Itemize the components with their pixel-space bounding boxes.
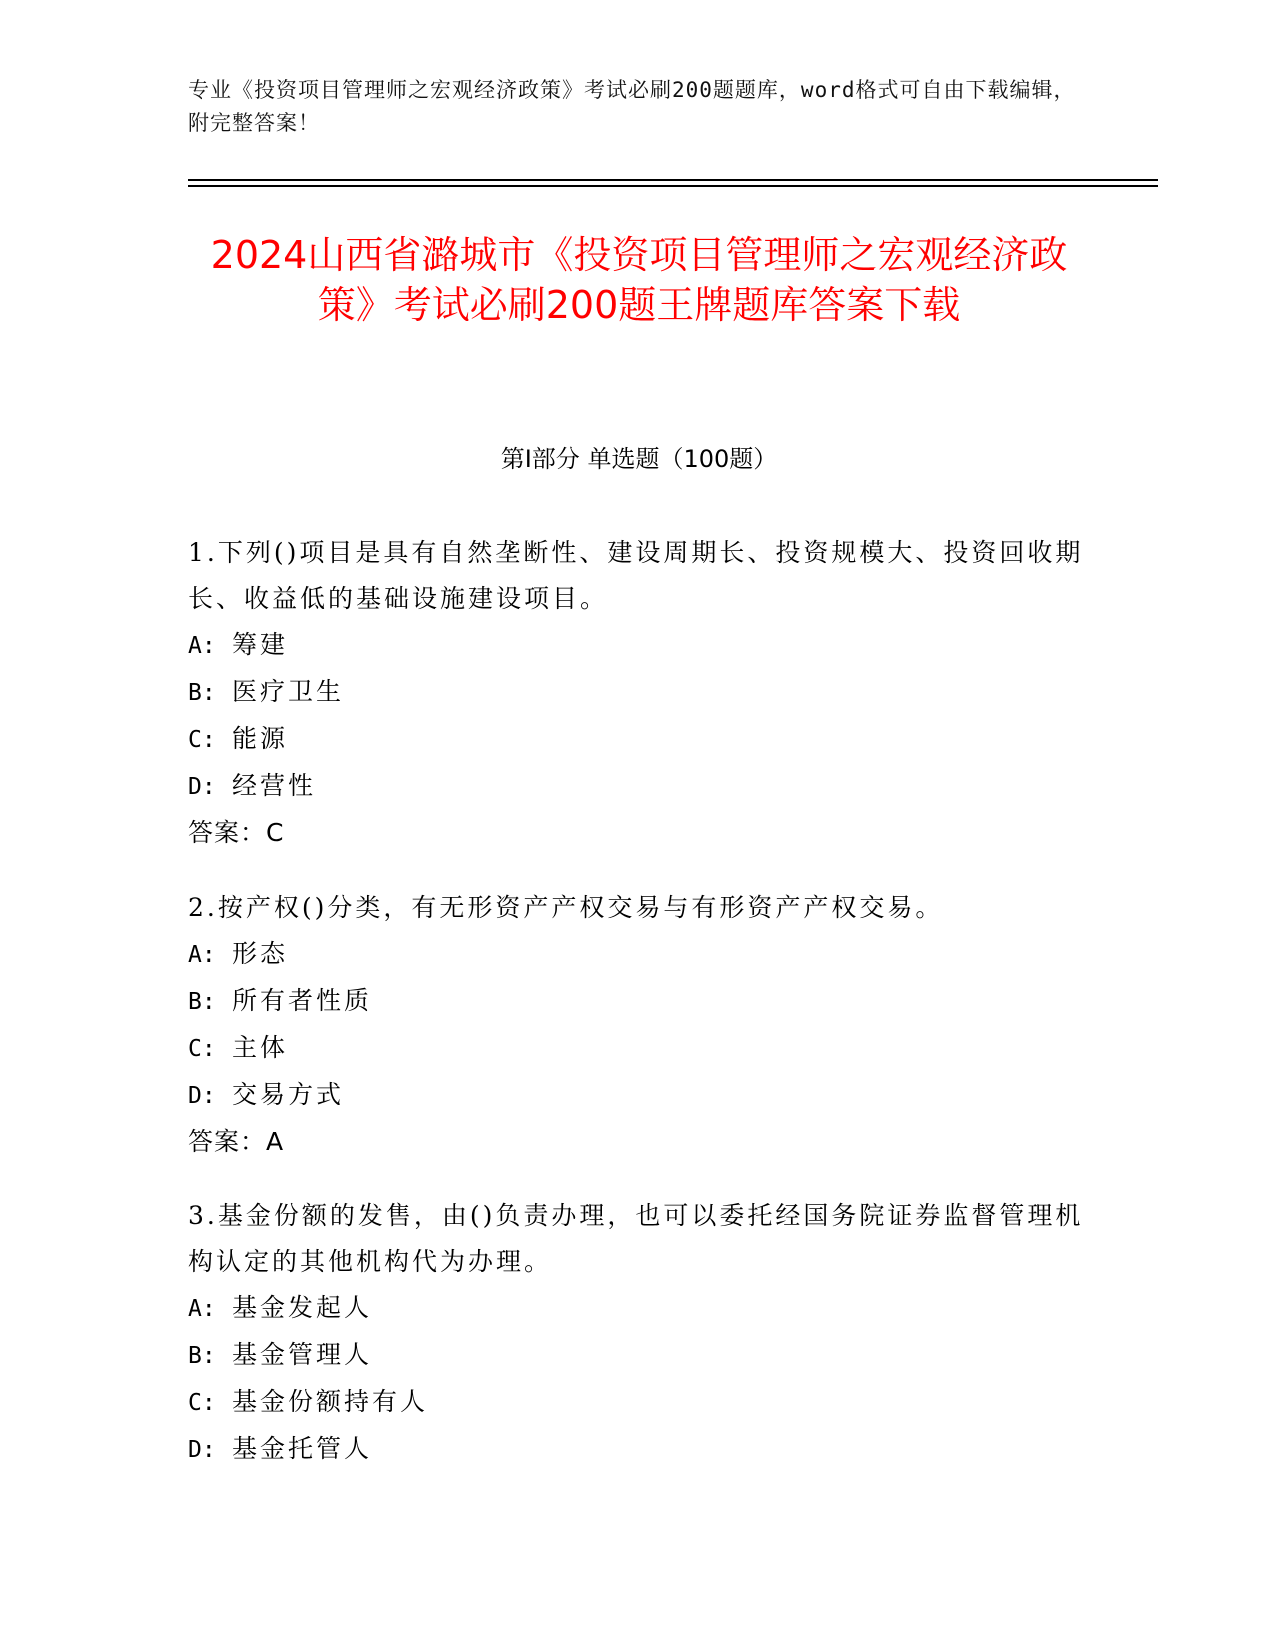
option-c bbox=[188, 716, 1088, 763]
header-note: 专业《投资项目管理师之宏观经济政策》考试必刷200题题库，word格式可自由下载编辑，附完整答案！ bbox=[188, 78, 1076, 135]
option-letter: A: bbox=[188, 633, 216, 659]
option-text: 主体 bbox=[232, 1033, 289, 1062]
document-title: 2024山西省潞城市《投资项目管理师之宏观经济政策》考试必刷200题王牌题库答案下载 bbox=[210, 233, 1068, 327]
option-a bbox=[188, 622, 1088, 669]
question-stem: 3.基金份额的发售，由()负责办理，也可以委托经国务院证券监督管理机构认定的其他机构代为办理。 bbox=[188, 1201, 1084, 1276]
option-text: 基金管理人 bbox=[232, 1340, 373, 1369]
option-letter: C: bbox=[188, 1390, 216, 1416]
option-b bbox=[188, 669, 1088, 716]
option-letter: C: bbox=[188, 1036, 216, 1062]
option-letter: D: bbox=[188, 1083, 216, 1109]
option-text: 基金发起人 bbox=[232, 1293, 373, 1322]
option-letter: C: bbox=[188, 727, 216, 753]
header-divider-bottom bbox=[188, 185, 1158, 187]
option-letter: A: bbox=[188, 1296, 216, 1322]
option-letter: D: bbox=[188, 774, 216, 800]
option-letter: D: bbox=[188, 1437, 216, 1463]
option-text: 筹建 bbox=[232, 630, 289, 659]
option-b bbox=[188, 1332, 1088, 1379]
question-1 bbox=[188, 530, 1088, 856]
header-divider-top bbox=[188, 179, 1158, 181]
option-d bbox=[188, 1072, 1088, 1119]
option-text: 基金份额持有人 bbox=[232, 1387, 429, 1416]
option-text: 能源 bbox=[232, 724, 289, 753]
option-d bbox=[188, 763, 1088, 810]
option-letter: A: bbox=[188, 942, 216, 968]
option-text: 医疗卫生 bbox=[232, 677, 345, 706]
answer-line: 答案：C bbox=[188, 818, 285, 847]
option-d bbox=[188, 1426, 1088, 1473]
option-letter: B: bbox=[188, 1343, 216, 1369]
option-text: 所有者性质 bbox=[232, 986, 373, 1015]
answer-line: 答案：A bbox=[188, 1127, 285, 1156]
question-stem: 2.按产权()分类，有无形资产产权交易与有形资产产权交易。 bbox=[188, 893, 944, 922]
option-c bbox=[188, 1025, 1088, 1072]
question-2 bbox=[188, 885, 1088, 1165]
option-a bbox=[188, 931, 1088, 978]
question-stem: 1.下列()项目是具有自然垄断性、建设周期长、投资规模大、投资回收期长、收益低的基础设施建设项目。 bbox=[188, 538, 1084, 613]
option-a bbox=[188, 1285, 1088, 1332]
option-text: 经营性 bbox=[232, 771, 317, 800]
option-c bbox=[188, 1379, 1088, 1426]
option-letter: B: bbox=[188, 989, 216, 1015]
option-text: 形态 bbox=[232, 939, 289, 968]
section-heading: 第I部分 单选题（100题） bbox=[500, 445, 778, 473]
question-3 bbox=[188, 1193, 1088, 1473]
option-text: 基金托管人 bbox=[232, 1434, 373, 1463]
option-text: 交易方式 bbox=[232, 1080, 345, 1109]
option-letter: B: bbox=[188, 680, 216, 706]
option-b bbox=[188, 978, 1088, 1025]
